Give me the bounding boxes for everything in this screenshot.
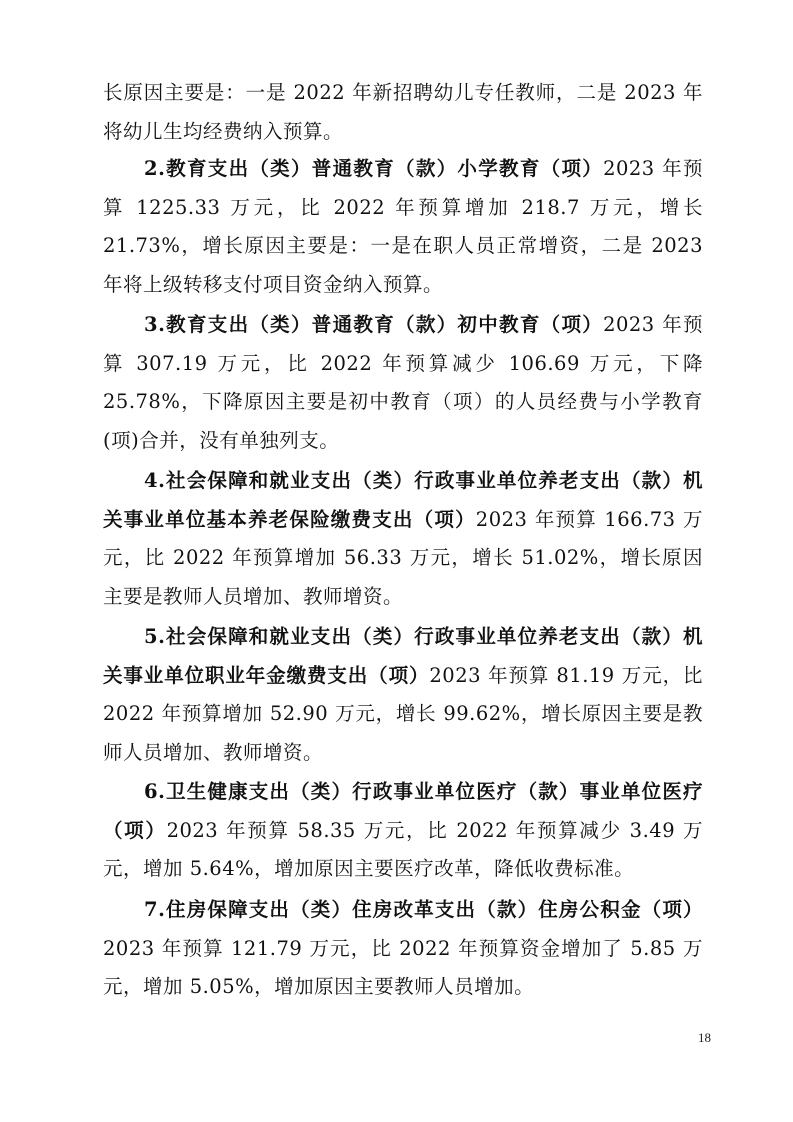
paragraph-2-primary-education — [103, 150, 703, 304]
paragraph-heading: 6.卫生健康支出（类）行政事业单位医疗（款）事业单位医疗（项） — [103, 780, 703, 842]
paragraph-4-basic-pension — [103, 462, 703, 616]
paragraph-body: 长原因主要是：一是 2022 年新招聘幼儿专任教师，二是 2023 年将幼儿生均经费纳入预算。 — [103, 81, 703, 143]
paragraph-heading: 5.社会保障和就业支出（类）行政事业单位养老支出（款）机关事业单位职业年金缴费支出（项） — [103, 625, 703, 687]
paragraph-3-junior-high-education — [103, 306, 703, 460]
page-number: 18 — [698, 1030, 711, 1045]
paragraph-6-medical — [103, 773, 703, 889]
paragraph-body: 2023 年预算 58.35 万元，比 2022 年预算减少 3.49 万元，增加 5.64%，增加原因主要医疗改革，降低收费标准。 — [103, 818, 703, 880]
paragraph-heading: 2.教育支出（类）普通教育（款）小学教育（项） — [144, 157, 604, 180]
paragraph-body: 2023 年预算 121.79 万元，比 2022 年预算资金增加了 5.85 万元，增加 5.05%，增加原因主要教师人员增加。 — [103, 936, 703, 998]
paragraph-heading: 4.社会保障和就业支出（类）行政事业单位养老支出（款）机关事业单位基本养老保险缴费支出（项） — [103, 469, 703, 531]
paragraph-body: 2023 年预算 307.19 万元，比 2022 年预算减少 106.69 万元，下降 25.78%，下降原因主要是初中教育（项）的人员经费与小学教育(项)合并，没有单独列支。 — [103, 313, 703, 452]
paragraph-heading: 7.住房保障支出（类）住房改革支出（款）住房公积金（项） — [144, 898, 703, 921]
paragraph-1-continuation — [103, 74, 703, 151]
paragraph-7-housing-fund — [103, 891, 703, 1007]
paragraph-body: 2023 年预算 1225.33 万元，比 2022 年预算增加 218.7 万元，增长 21.73%，增长原因主要是：一是在职人员正常增资，二是 2023 年将上级转移支付项目资金纳入预算。 — [103, 157, 703, 296]
paragraph-body: 2023 年预算 81.19 万元，比 2022 年预算增加 52.90 万元，增长 99.62%，增长原因主要是教师人员增加、教师增资。 — [103, 663, 703, 764]
paragraph-5-occupational-annuity — [103, 618, 703, 772]
paragraph-body: 2023 年预算 166.73 万元，比 2022 年预算增加 56.33 万元，增长 51.02%，增长原因主要是教师人员增加、教师增资。 — [103, 507, 703, 608]
paragraph-heading: 3.教育支出（类）普通教育（款）初中教育（项） — [144, 313, 604, 336]
